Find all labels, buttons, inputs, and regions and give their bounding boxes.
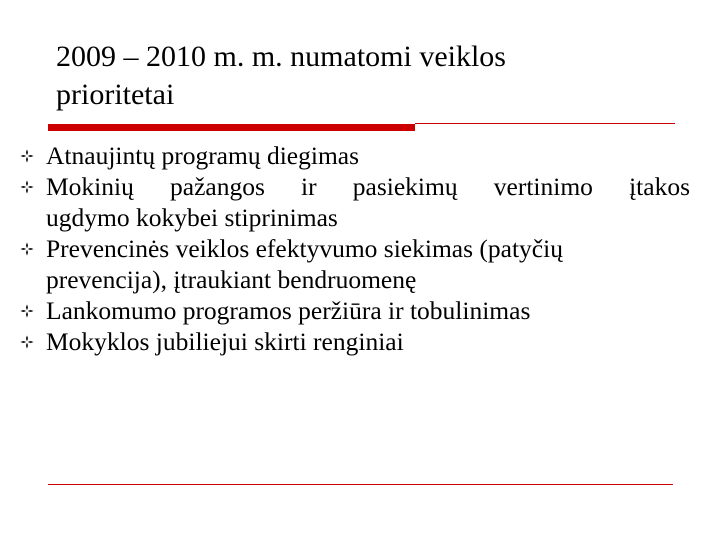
bullet-text: Prevencinės veiklos efektyvumo siekimas (patyčių [46, 234, 563, 263]
slide-title [56, 38, 656, 114]
list-item [20, 233, 690, 295]
list-item [20, 295, 690, 326]
diamond-bullet-icon [20, 149, 34, 163]
bullet-text: ugdymo kokybei stiprinimas [46, 203, 338, 232]
bullet-word: Mokinių [46, 172, 134, 201]
title-divider-line [415, 123, 675, 124]
title-accent-bar [48, 124, 415, 131]
list-item [20, 171, 690, 233]
diamond-bullet-icon [20, 304, 34, 318]
footer-divider-line [48, 484, 673, 485]
diamond-bullet-icon [20, 242, 34, 256]
bullet-word: vertinimo [493, 172, 593, 201]
bullet-word: pažangos [170, 172, 265, 201]
bullet-text: Lankomumo programos peržiūra ir tobulinimas [46, 296, 531, 325]
title-line: 2009 – 2010 m. m. numatomi veiklos [56, 40, 506, 73]
list-item [20, 326, 690, 357]
bullet-list [20, 140, 690, 357]
bullet-text: prevencija), įtraukiant bendruomenę [46, 265, 417, 294]
bullet-text-justified [46, 171, 690, 202]
bullet-text: Mokyklos jubiliejui skirti renginiai [46, 327, 404, 356]
diamond-bullet-icon [20, 335, 34, 349]
bullet-word: pasiekimų [352, 172, 458, 201]
bullet-word: įtakos [629, 172, 690, 201]
bullet-word: ir [301, 172, 317, 201]
list-item [20, 140, 690, 171]
diamond-bullet-icon [20, 180, 34, 194]
title-line: prioritetai [56, 78, 175, 111]
bullet-text: Atnaujintų programų diegimas [46, 141, 360, 170]
